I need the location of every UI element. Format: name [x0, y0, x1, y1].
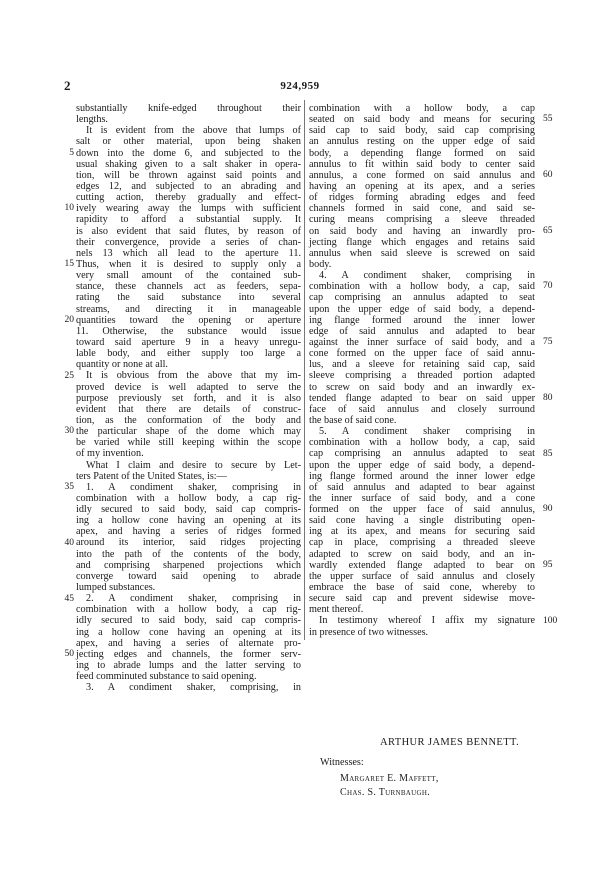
text-line: Thus, when it is desired to supply only a	[76, 258, 301, 270]
text-line: channels formed in said cone, and said se-	[309, 203, 535, 215]
text-line: stance, these channels act as feeders, sepa-	[76, 281, 301, 293]
text-line: ing flange formed around the inner lower edge	[309, 470, 535, 482]
text-line: ively wearing away the lumps with sufficient	[76, 203, 301, 215]
text-line: 11. Otherwise, the substance would issue	[76, 325, 301, 337]
text-line: edges 12, and subjected to an abrading and	[76, 180, 301, 192]
text-line: streams, and directing it in manageable	[76, 303, 301, 315]
text-line: said cone having a single distributing open-	[309, 515, 535, 527]
text-line: feed comminuted substance to said opening.	[76, 671, 257, 683]
text-line: idly secured to said body, said cap compris-	[76, 504, 301, 516]
text-line: lus, and a sleeve for retaining said cap, said	[309, 359, 535, 371]
text-line: toward said aperture 9 in a heavy unregu-	[76, 336, 301, 348]
line-number: 15	[64, 259, 74, 270]
text-line: of ridges forming abrading edges and feed	[309, 192, 535, 204]
text-line: embrace the base of said cone, whereby to	[309, 582, 535, 594]
text-line: quantities toward the opening or aperture	[76, 314, 301, 326]
text-line: substantially knife-edged throughout their	[76, 103, 301, 114]
text-line: the upper surface of said annulus and closely	[309, 570, 535, 582]
text-line: combination with a hollow body, a cap, said	[309, 281, 535, 293]
text-line: cutting action, thereby gradually and effect-	[76, 192, 301, 204]
text-line: In testimony whereof I affix my signature	[319, 615, 535, 627]
text-line: tion, as the conformation of the body and	[76, 414, 301, 426]
line-number: 40	[64, 537, 74, 548]
text-line: body, a depending flange formed on said	[309, 147, 535, 159]
text-line: having an opening at its apex, and a series	[309, 180, 535, 192]
text-line: face of said annulus and closely surround	[309, 403, 535, 415]
text-line: of my invention.	[76, 448, 144, 460]
text-line: converge toward said opening to abrade	[76, 570, 301, 582]
text-line: jecting edges and channels, the former serv-	[76, 648, 301, 660]
line-number: 5	[69, 147, 74, 158]
text-line: usual shaking given to a salt shaker in opera-	[76, 158, 301, 170]
text-line: cap comprising an annulus adapted to seat	[309, 448, 535, 460]
text-line: purpose previously set forth, and it is also	[76, 392, 301, 404]
text-line: cap in place, comprising a threaded sleeve	[309, 537, 535, 549]
text-line: It is obvious from the above that my im-	[86, 370, 301, 382]
text-line: curing means comprising a sleeve threaded	[309, 214, 535, 226]
line-number: 60	[543, 169, 553, 180]
text-line: ing to abrade lumps and the latter serving to	[76, 660, 301, 672]
text-line: combination with a hollow body, a cap rig-	[76, 492, 301, 504]
text-line: of said annulus and adapted to bear against	[309, 481, 535, 493]
line-number: 85	[543, 448, 553, 459]
text-line: rapidity to afford a substantial supply. It	[76, 214, 301, 226]
text-line: around its interior, said ridges projecting	[76, 537, 301, 549]
text-line: nels 13 which all lead to the aperture 11.	[76, 247, 301, 259]
text-line: cap comprising an annulus adapted to seat	[309, 292, 535, 304]
text-line: proved device is well adapted to serve the	[76, 381, 301, 393]
text-line: the base of said cone.	[309, 414, 397, 426]
text-line: in presence of two witnesses.	[309, 626, 429, 638]
text-line: ing a hollow cone having an opening at its	[76, 626, 301, 638]
column-divider	[304, 100, 305, 640]
text-line: rating the said substance into several	[76, 292, 301, 304]
line-number: 75	[543, 337, 553, 348]
text-line: and comprising sharpened projections which	[76, 559, 301, 571]
witness-2: Chas. S. Turnbaugh.	[340, 787, 431, 798]
line-number: 100	[543, 615, 558, 626]
text-line: annulus to fit within said body to center said	[309, 158, 535, 170]
text-line: said cap to said body, said cap comprising	[309, 125, 535, 137]
left-column	[76, 103, 301, 693]
text-line: apex, and having a series of alternate pro-	[76, 637, 301, 649]
text-line: apex, and having a series of ridges formed	[76, 526, 301, 538]
text-line: jecting flange which engages and retains said	[309, 236, 535, 248]
line-number: 65	[543, 225, 553, 236]
line-number: 45	[64, 593, 74, 604]
text-line: ing a hollow cone having an opening at its	[76, 515, 301, 527]
line-number: 35	[64, 482, 74, 493]
text-line: be varied while still keeping within the scope	[76, 437, 301, 449]
text-line: on said body and having an inwardly pro-	[309, 225, 535, 237]
patent-number: 924,959	[280, 80, 320, 92]
text-line: annulus, a cone formed on said annulus and	[309, 169, 535, 181]
text-line: against the inner surface of said body, and a	[309, 336, 535, 348]
text-line: sleeve comprising a threaded portion adapted	[309, 370, 535, 382]
text-line: down into the dome 6, and subjected to the	[76, 147, 301, 159]
text-line: an annulus resting on the upper edge of said	[309, 136, 535, 148]
text-line: lable body, and either supply too large a	[76, 348, 301, 360]
text-line: tended flange adapted to bear on said upper	[309, 392, 535, 404]
line-number: 95	[543, 560, 553, 571]
text-line: upon the upper edge of said body, a depend-	[309, 459, 535, 471]
text-line: into the path of the contents of the body,	[76, 548, 301, 560]
line-number: 90	[543, 504, 553, 515]
text-line: salt or other material, upon being shaken	[76, 136, 301, 148]
text-line: upon the upper edge of said body, a depend-	[309, 303, 535, 315]
text-line: the particular shape of the dome which may	[76, 426, 301, 438]
text-line: 5. A condiment shaker comprising in	[319, 426, 535, 438]
text-line: seated on said body and means for securing	[309, 114, 535, 126]
text-line: combination with a hollow body, a cap rig-	[76, 604, 301, 616]
text-line: is also evident that said flutes, by reason of	[76, 225, 301, 237]
text-line: the inner surface of said body, and a cone	[309, 492, 535, 504]
text-line: ters Patent of the United States, is:—	[76, 470, 227, 482]
inventor-signature: ARTHUR JAMES BENNETT.	[380, 737, 520, 748]
text-line: 1. A condiment shaker, comprising in	[86, 481, 301, 493]
witness-1: Margaret E. Maffett,	[340, 773, 439, 784]
text-line: tion, will be thrown against said points and	[76, 169, 301, 181]
text-line: edge of said annulus and adapted to bear	[309, 325, 535, 337]
text-line: combination with a hollow body, a cap, said	[309, 437, 535, 449]
text-line: wardly extended flange adapted to bear on	[309, 559, 535, 571]
line-number: 20	[64, 314, 74, 325]
page-number: 2	[64, 78, 71, 93]
text-line: 3. A condiment shaker, comprising, in	[86, 682, 301, 694]
text-line: adapted to screw on said body, and an in-	[309, 548, 535, 560]
line-number: 10	[64, 203, 74, 214]
text-line: It is evident from the above that lumps of	[86, 125, 301, 137]
text-line: body.	[309, 258, 332, 270]
text-line: 2. A condiment shaker, comprising in	[86, 593, 301, 605]
right-column	[309, 103, 535, 638]
text-line: combination with a hollow body, a cap	[309, 103, 535, 114]
line-number: 55	[543, 114, 553, 125]
line-number: 70	[543, 281, 553, 292]
text-line: What I claim and desire to secure by Let-	[86, 459, 301, 471]
text-line: cone formed on the upper face of said annu-	[309, 348, 535, 360]
line-number: 30	[64, 426, 74, 437]
text-line: formed on the upper face of said annulus,	[309, 504, 535, 516]
text-line: very small amount of the contained sub-	[76, 270, 301, 282]
text-line: lumped substances.	[76, 582, 156, 594]
text-line: 4. A condiment shaker, comprising in	[319, 270, 535, 282]
line-number: 80	[543, 392, 553, 403]
text-line: evident that there are details of construc-	[76, 403, 301, 415]
line-number: 50	[64, 649, 74, 660]
line-number: 25	[64, 370, 74, 381]
text-line: annulus when said sleeve is screwed on said	[309, 247, 535, 259]
text-line: ing at its apex, and means for securing said	[309, 526, 535, 538]
text-line: ment thereof.	[309, 604, 364, 616]
text-line: ing flange formed around the inner lower	[309, 314, 535, 326]
witnesses-label: Witnesses:	[320, 757, 364, 768]
text-line: secure said cap and prevent sidewise move-	[309, 593, 535, 605]
text-line: to screw on said body and an inwardly ex-	[309, 381, 535, 393]
text-line: lengths.	[76, 114, 108, 126]
text-line: idly secured to said body, said cap compris-	[76, 615, 301, 627]
text-line: quantity or none at all.	[76, 359, 168, 371]
text-line: their convergence, provide a series of chan-	[76, 236, 301, 248]
